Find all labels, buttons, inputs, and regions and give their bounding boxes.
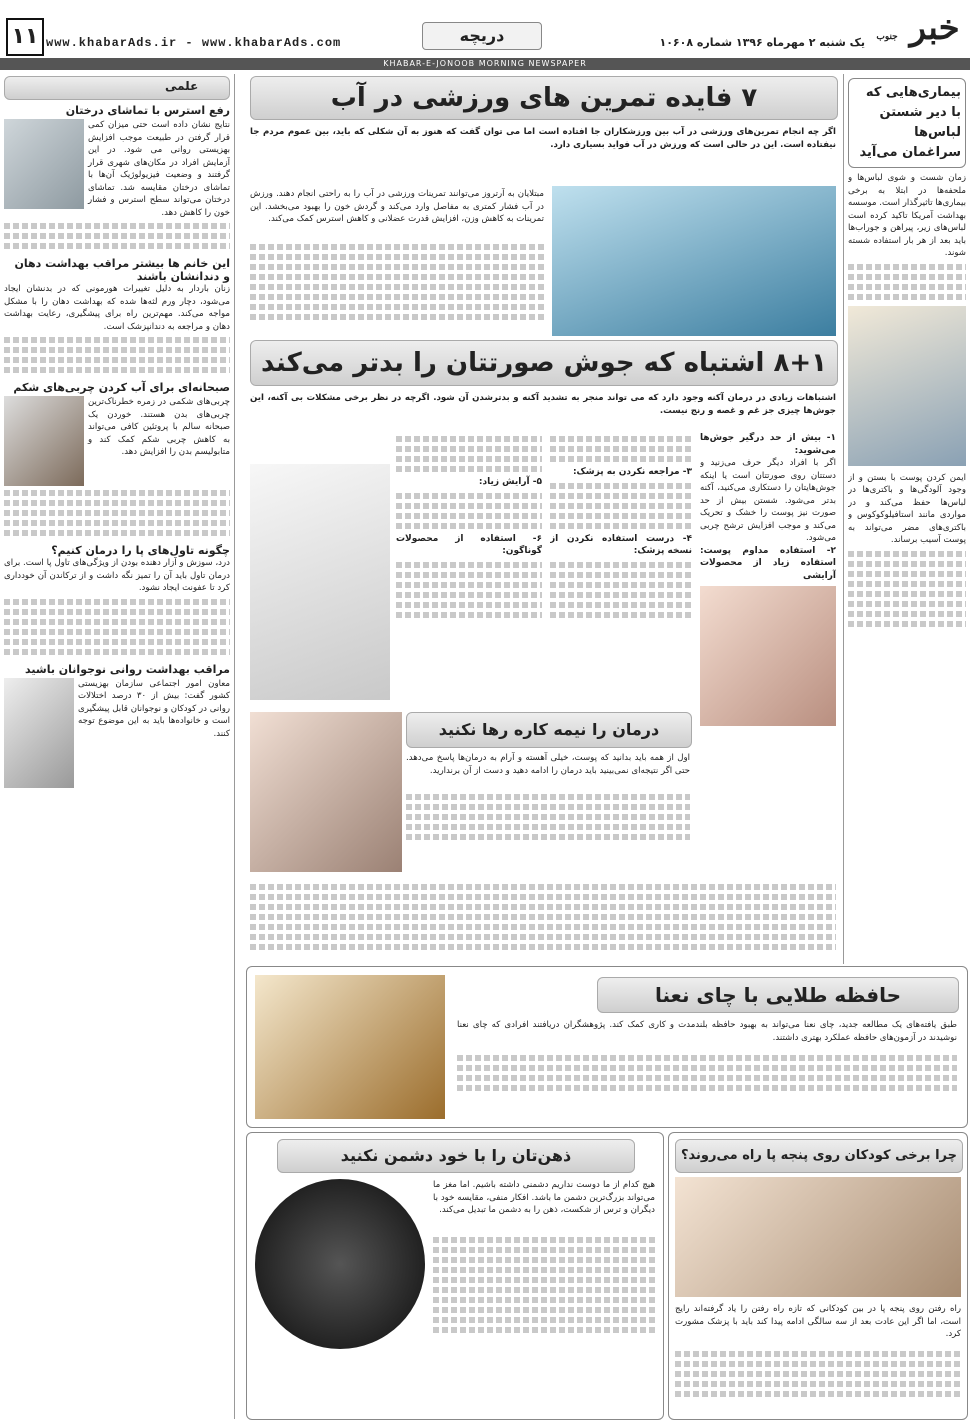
water-exercise-photo bbox=[552, 186, 836, 336]
subheading: ۳- مراجعه نکردن به پزشک: bbox=[572, 467, 692, 477]
treatment-title-bar bbox=[406, 712, 692, 748]
brain-gears-illustration bbox=[255, 1179, 425, 1349]
exercise-title-bar bbox=[250, 76, 838, 120]
face-closeup-photo bbox=[700, 586, 836, 726]
article-title: صبحانه‌ای برای آب کردن چربی‌های شکم bbox=[13, 381, 230, 394]
filler-text bbox=[457, 1051, 957, 1095]
article-body: زنان باردار به دلیل تغییرات هورمونی که در بدنشان ایجاد می‌شود، دچار ورم لثه‌ها شده که بهداشت دهان را با مشکل مواجه می‌کند. مهم‌ترین راه برای پیشگیری، رعایت بهداشت دهان و مراجعه به دندانپزشک است. bbox=[4, 284, 230, 332]
newspaper-logo: خبر جنوب bbox=[876, 8, 960, 48]
filler-text bbox=[406, 790, 690, 844]
tea-title: حافظه طلایی با چای نعنا bbox=[655, 983, 901, 1007]
cosmetics-photo bbox=[250, 464, 390, 700]
mind-article bbox=[246, 1132, 664, 1420]
trees-photo bbox=[4, 119, 84, 209]
article-body: درد، سوزش و آزار دهنده بودن از ویژگی‌های تاول پا است. برای درمان تاول باید آن را تمیز نگه داشت و از ترکاندن آن خودداری کرد تا عفونت ایجاد نشود. bbox=[4, 558, 230, 593]
article-title: این خانم ها بیشتر مراقب بهداشت دهان و دندانشان باشند bbox=[14, 257, 230, 283]
left-column bbox=[4, 76, 230, 1416]
toes-article bbox=[668, 1132, 968, 1420]
treatment-body: اول از همه باید بدانید که پوست، خیلی آهسته و آرام به درمان‌ها پاسخ می‌دهد. حتی اگر نتیجه‌ای نمی‌بینید باید درمان را ادامه دهید و دست از آن برندارید. bbox=[406, 753, 690, 776]
article-body: زمان شست و شوی لباس‌ها و ملحفه‌ها در ابتلا به برخی بیماری‌ها تاثیرگذار است. موسسه بهداشت آمریکا تاکید کرده است لباس‌های زیر، پیراهن و جوراب‌ها باید بعد از هر بار استفاده شسته شوند. bbox=[848, 173, 966, 258]
acne-column-2 bbox=[550, 432, 692, 712]
subheading: ۱- بیش از حد درگیر جوش‌ها می‌شوید: bbox=[700, 433, 836, 456]
science-tag: علمی bbox=[165, 79, 199, 93]
treatment-title: درمان را نیمه کاره رها نکنید bbox=[438, 720, 660, 739]
exercise-lead: اگر چه انجام تمرین‌های ورزشی در آب بین ورزشکاران جا افتاده است اما می توان گفت که هنوز به آن شکلی که باید، بین عموم مردم جا نیفتاده است. این در حالی است که ورزش در آب فواید بسیاری دارد. bbox=[250, 127, 836, 150]
baby-feet-photo bbox=[675, 1177, 961, 1297]
column-divider bbox=[234, 74, 235, 1419]
laundry-title: بیماری‌هایی که با دیر شستن لباس‌ها سراغمان می‌آید bbox=[848, 78, 966, 168]
section-label: دریچه bbox=[422, 22, 542, 50]
masthead bbox=[0, 0, 970, 70]
mind-body: هیچ کدام از ما دوست نداریم دشمنی داشته باشیم. اما مغز ما می‌تواند بزرگ‌ترین دشمن ما باشد. افکار منفی، مقایسه خود با دیگران و ترس از شکست، ذهن را به دشمن ما تبدیل می‌کند. bbox=[433, 1180, 655, 1215]
article-body: نتایج نشان داده است حتی میزان کمی قرار گرفتن در طبیعت موجب افزایش بهزیستی روانی می شود. در این آزمایش افراد در مکان‌های شهری قرار گرفتند و وضعیت فیزیولوژیک آن‌ها با تماشای درختان مقایسه شد. تماشای درختان می‌تواند سطح استرس و فشار خون را کاهش دهد. bbox=[88, 120, 230, 218]
laundry-basket-photo bbox=[848, 306, 966, 466]
exercise-body: مبتلایان به آرتروز می‌توانند تمرینات ورزشی در آب را به راحتی انجام دهند. ورزش در آب فشار کمتری به مفاصل وارد می‌کند و گردش خون را بهبود می‌بخشد. این تمرینات به کاهش وزن، افزایش قدرت عضلانی و کاهش استرس کمک می‌کند. bbox=[250, 189, 544, 224]
column-divider bbox=[843, 74, 844, 964]
acne-body: اگر با افراد دیگر حرف می‌زنید و دستتان روی صورتتان است یا اینکه جوش‌هایتان را دستکاری می‌کنید، آکنه بدتر می‌شود. شستن بیش از حد صورت نیز پوست را خشک و تحریک می‌کند و موجب افزایش ترشح چربی می‌شود. bbox=[700, 458, 836, 543]
filler-text bbox=[250, 240, 544, 324]
acne-lead: اشتباهات زیادی در درمان آکنه وجود دارد که می تواند منجر به تشدید آکنه و بدترشدن آن شود. اگرچه در نظر برخی مشکلات بی آکنه، این جوش‌ها چیزی جز غم و غصه و رنج نیست. bbox=[250, 393, 836, 416]
mind-title-bar bbox=[277, 1139, 635, 1173]
site-url[interactable]: www.khabarAds.ir - www.khabarAds.com bbox=[46, 36, 342, 50]
subheading: ۶- استفاده از محصولات گوناگون: bbox=[396, 533, 542, 556]
acne-column-1 bbox=[700, 432, 836, 792]
subheading: ۲- استفاده مداوم پوست: استفاده زیاد از محصولات آرایشی bbox=[700, 545, 836, 581]
acne-woman-photo bbox=[250, 712, 402, 872]
tea-article bbox=[246, 966, 968, 1128]
subheading: ۴- درست استفاده نکردن از نسخه پزشک: bbox=[550, 533, 692, 556]
tea-body: طبق یافته‌های یک مطالعه جدید، چای نعنا می‌تواند به بهبود حافظه بلندمدت و کاری کمک کند. پژوهشگران دریافتند افرادی که چای نعنا نوشیدند در آزمون‌های حافظه عملکرد بهتری داشتند. bbox=[457, 1020, 957, 1043]
filler-text bbox=[250, 880, 836, 954]
toes-title: چرا برخی کودکان روی پنجه پا راه می‌روند؟ bbox=[681, 1148, 957, 1163]
acne-column-3 bbox=[396, 432, 542, 712]
acne-title-bar bbox=[250, 340, 838, 386]
article-title: چگونه تاول‌های پا را درمان کنیم؟ bbox=[51, 544, 230, 557]
subtitle-bar: KHABAR-E-JONOOB MORNING NEWSPAPER bbox=[0, 58, 970, 70]
teen-photo bbox=[4, 678, 74, 788]
tea-title-bar bbox=[597, 977, 959, 1013]
toes-body: راه رفتن روی پنجه پا در بین کودکانی که تازه راه رفتن را یاد گرفته‌اند رایج است، اما اگر این عادت بعد از سه سالگی ادامه پیدا کند باید با پزشک مشورت کرد. bbox=[675, 1304, 961, 1339]
exercise-title: ۷ فایده تمرین های ورزشی در آب bbox=[330, 83, 758, 113]
issue-date: یک شنبه ۲ مهرماه ۱۳۹۶ شماره ۱۰۶۰۸ bbox=[659, 36, 865, 49]
filler-text bbox=[433, 1233, 655, 1337]
acne-title: ۸+۱ اشتباه که جوش صورتتان را بدتر می‌کند bbox=[261, 348, 827, 378]
filler-text bbox=[675, 1347, 961, 1401]
article-title: مراقب بهداشت روانی نوجوانان باشید bbox=[25, 662, 230, 676]
article-title: رفع استرس با تماشای درختان bbox=[65, 104, 230, 117]
mind-title: ذهن‌تان را با خود دشمن نکنید bbox=[340, 1146, 572, 1165]
article-body: ایمن کردن پوست با بستن و از وجود آلودگی‌ها و باکتری‌ها در لباس‌ها حفظ می‌کند و در مواردی مانند استافیلوکوکوس و باکتری‌های مضر می‌تواند به پوست آسیب برساند. bbox=[848, 472, 966, 545]
subheading: ۵- آرایش زیاد: bbox=[478, 477, 542, 487]
page-number: ۱۱ bbox=[6, 18, 44, 56]
toes-title-bar bbox=[675, 1139, 963, 1173]
article-body: معاون امور اجتماعی سازمان بهزیستی کشور گفت: بیش از ۳۰ درصد اختلالات روانی در کودکان و نوجوانان قابل پیشگیری است و خانواده‌ها باید به این موضوع توجه کنند. bbox=[78, 678, 230, 739]
right-column bbox=[848, 78, 966, 958]
article-body: چربی‌های شکمی در زمره خطرناک‌ترین چربی‌های بدن هستند. خوردن یک صبحانه سالم با پروتئین کافی می‌تواند به کاهش چربی شکم کمک کند و متابولیسم بدن را افزایش دهد. bbox=[88, 397, 230, 457]
science-tag-bar bbox=[4, 76, 230, 100]
breakfast-photo bbox=[4, 396, 84, 486]
tea-cup-photo bbox=[255, 975, 445, 1119]
